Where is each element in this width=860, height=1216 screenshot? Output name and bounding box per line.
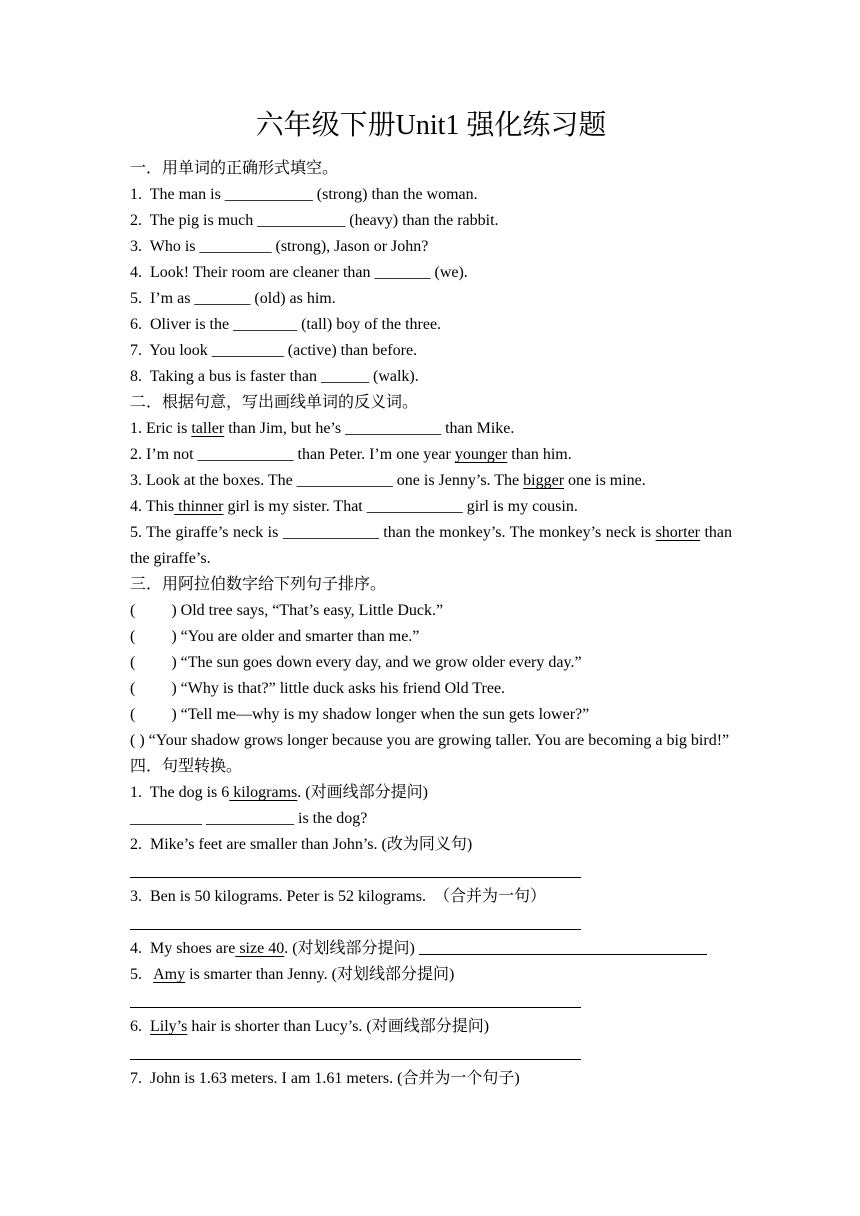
s4-question-6: [130, 1014, 732, 1040]
page-title: 六年级下册Unit1 强化练习题: [255, 110, 607, 141]
s2-item-2: [130, 442, 732, 468]
s1-item-3: 3. Who is _________ (strong), Jason or John?: [130, 238, 429, 255]
s3-item-4: ( ) “Why is that?” little duck asks his friend Old Tree.: [130, 680, 506, 697]
s1-item-8: 8. Taking a bus is faster than ______ (walk).: [130, 368, 419, 385]
s4-question-2: 2. Mike’s feet are smaller than John’s. (改为同义句): [130, 836, 473, 853]
s1-item-5: 5. I’m as _______ (old) as him.: [130, 290, 336, 307]
s1-item-1: 1. The man is ___________ (strong) than the woman.: [130, 186, 478, 203]
answer-line: [419, 936, 707, 955]
s2-item-1-underlined-word: taller: [191, 420, 225, 437]
s4-q5-underlined-word: Amy: [153, 966, 186, 983]
s1-item-2: 2. The pig is much ___________ (heavy) than the rabbit.: [130, 212, 499, 229]
s2-item-4-text-a: 4. This: [130, 498, 175, 515]
s2-item-3-text-a: 3. Look at the boxes. The ____________ one is Jenny’s. The: [130, 472, 524, 489]
s4-question-4: [130, 936, 732, 962]
s4-q1-text-b: . (对画线部分提问): [297, 784, 428, 801]
s4-q6-text-a: 6.: [130, 1018, 150, 1035]
s3-item-5: ( ) “Tell me—why is my shadow longer when the sun gets lower?”: [130, 706, 590, 723]
s2-item-5: [130, 520, 732, 572]
s1-item-7: 7. You look _________ (active) than before.: [130, 342, 418, 359]
s2-item-2-underlined-word: younger: [454, 446, 508, 463]
s4-q6-underlined-word: Lily’s: [150, 1018, 188, 1035]
s2-item-1-text-a: 1. Eric is: [130, 420, 192, 437]
section-1-heading: 一．用单词的正确形式填空。: [130, 160, 339, 177]
s4-question-3: 3. Ben is 50 kilograms. Peter is 52 kilograms. （合并为一句）: [130, 888, 546, 905]
s2-item-4-underlined-word: thinner: [174, 498, 224, 515]
s4-q1-underlined-word: kilograms: [229, 784, 298, 801]
worksheet-page: [130, 100, 732, 1092]
section-4-heading: 四．句型转换。: [130, 758, 243, 775]
s1-item-6: 6. Oliver is the ________ (tall) boy of the three.: [130, 316, 442, 333]
s1-item-4: 4. Look! Their room are cleaner than _______ (we).: [130, 264, 468, 281]
s4-q4-text-b: . (对划线部分提问): [284, 940, 415, 957]
section-2-heading: 二．根据句意，写出画线单词的反义词。: [130, 394, 419, 411]
answer-line: [130, 988, 732, 1014]
s3-item-3: ( ) “The sun goes down every day, and we grow older every day.”: [130, 654, 582, 671]
s4-q4-underlined-word: size 40: [235, 940, 285, 957]
answer-line: [130, 1040, 732, 1066]
s3-item-1: ( ) Old tree says, “That’s easy, Little Duck.”: [130, 602, 444, 619]
s3-item-6: ( ) “Your shadow grows longer because you are growing taller. You are becoming a big bird!”: [130, 732, 730, 749]
s2-item-5-text-b: than the giraffe’s.: [130, 524, 733, 567]
s4-q4-text-a: 4. My shoes are: [130, 940, 236, 957]
s2-item-3: [130, 468, 732, 494]
s2-item-1-text-b: than Jim, but he’s ____________ than Mike.: [224, 420, 515, 437]
answer-line: [130, 858, 732, 884]
answer-line: [130, 910, 732, 936]
s4-q1-text-a: 1. The dog is 6: [130, 784, 230, 801]
s4-question-1: [130, 780, 732, 806]
s4-q5-text-a: 5.: [130, 966, 154, 983]
s3-item-2: ( ) “You are older and smarter than me.”: [130, 628, 420, 645]
s2-item-4-text-b: girl is my sister. That ____________ girl is my cousin.: [223, 498, 578, 515]
s2-item-2-text-a: 2. I’m not ____________ than Peter. I’m one year: [130, 446, 455, 463]
section-3-heading: 三．用阿拉伯数字给下列句子排序。: [130, 576, 387, 593]
s2-item-2-text-b: than him.: [507, 446, 572, 463]
s4-q6-text-b: hair is shorter than Lucy’s. (对画线部分提问): [187, 1018, 490, 1035]
s2-item-5-underlined-word: shorter: [655, 524, 700, 541]
s4-question-1-answer: _________ ___________ is the dog?: [130, 810, 368, 827]
s2-item-3-text-b: one is mine.: [564, 472, 646, 489]
s4-q5-text-b: is smarter than Jenny. (对划线部分提问): [185, 966, 455, 983]
s4-question-5: [130, 962, 732, 988]
s2-item-3-underlined-word: bigger: [523, 472, 565, 489]
s2-item-1: [130, 416, 732, 442]
s4-question-7: 7. John is 1.63 meters. I am 1.61 meters. (合并为一个句子): [130, 1070, 520, 1087]
s2-item-5-text-a: 5. The giraffe’s neck is ____________ than the monkey’s. The monkey’s neck is: [130, 524, 656, 541]
s2-item-4: [130, 494, 732, 520]
